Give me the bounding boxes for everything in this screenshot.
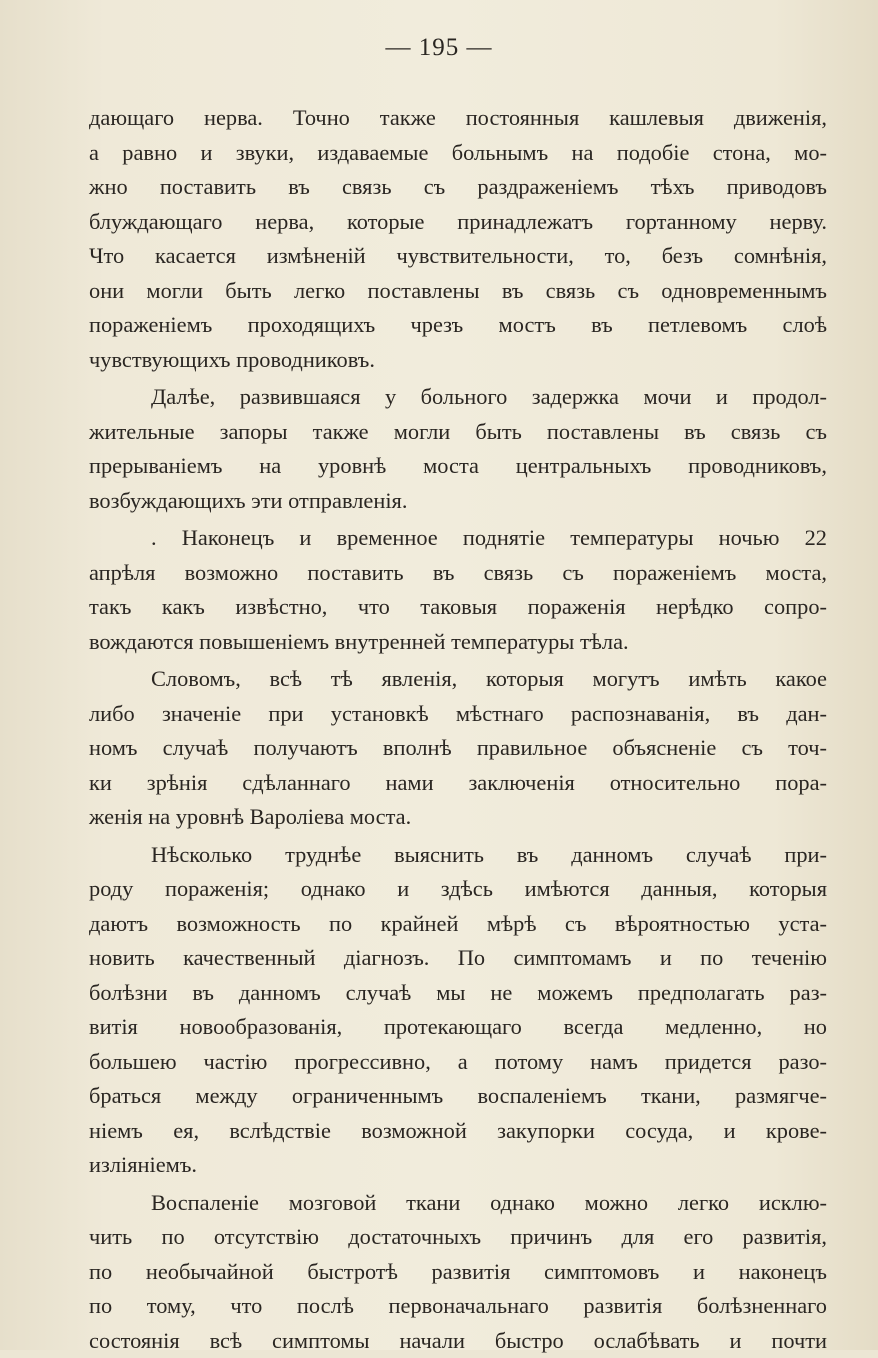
text-line: блуждающаго нерва, которые принадлежатъ гортанному нерву.: [89, 205, 827, 240]
text-line: ки зрѣнія сдѣланнаго нами заключенія относительно пора-: [89, 766, 827, 801]
text-line: возбуждающихъ эти отправленія.: [89, 484, 827, 519]
text-line: роду пораженія; однако и здѣсь имѣются данныя, которыя: [89, 872, 827, 907]
text-line: номъ случаѣ получаютъ вполнѣ правильное объясненіе съ точ-: [89, 731, 827, 766]
text-line: жно поставить въ связь съ раздраженіемъ тѣхъ приводовъ: [89, 170, 827, 205]
text-line: новить качественный діагнозъ. По симптомамъ и по теченію: [89, 941, 827, 976]
paragraph: [89, 1186, 827, 1358]
text-line: Воспаленіе мозговой ткани однако можно легко исклю-: [89, 1186, 827, 1221]
text-line: жительные запоры также могли быть поставлены въ связь съ: [89, 415, 827, 450]
text-line: Далѣе, развившаяся у больного задержка мочи и продол-: [89, 380, 827, 415]
paragraph: [89, 662, 827, 835]
text-line: даютъ возможность по крайней мѣрѣ съ вѣроятностью уста-: [89, 907, 827, 942]
body-text: [89, 101, 827, 1358]
text-line: Нѣсколько труднѣе выяснить въ данномъ случаѣ при-: [89, 838, 827, 873]
text-line: по необычайной быстротѣ развитія симптомовъ и наконецъ: [89, 1255, 827, 1290]
text-line: дающаго нерва. Точно также постоянныя кашлевыя движенія,: [89, 101, 827, 136]
paragraph: [89, 838, 827, 1183]
text-line: . Наконецъ и временное поднятіе температуры ночью 22: [89, 521, 827, 556]
text-line: витія новообразованія, протекающаго всегда медленно, но: [89, 1010, 827, 1045]
text-line: чить по отсутствію достаточныхъ причинъ для его развитія,: [89, 1220, 827, 1255]
paragraph: [89, 521, 827, 659]
text-line: пораженіемъ проходящихъ чрезъ мостъ въ петлевомъ слоѣ: [89, 308, 827, 343]
text-line: изліяніемъ.: [89, 1148, 827, 1183]
page-number: — 195 —: [0, 34, 878, 62]
text-line: по тому, что послѣ первоначальнаго развитія болѣзненнаго: [89, 1289, 827, 1324]
text-line: апрѣля возможно поставить въ связь съ пораженіемъ моста,: [89, 556, 827, 591]
text-line: такъ какъ извѣстно, что таковыя пораженія нерѣдко сопро-: [89, 590, 827, 625]
text-line: либо значеніе при установкѣ мѣстнаго распознаванія, въ дан-: [89, 697, 827, 732]
text-line: болѣзни въ данномъ случаѣ мы не можемъ предполагать раз-: [89, 976, 827, 1011]
text-line: большею частію прогрессивно, а потому намъ придется разо-: [89, 1045, 827, 1080]
text-line: Что касается измѣненій чувствительности, то, безъ сомнѣнія,: [89, 239, 827, 274]
text-line: состоянія всѣ симптомы начали быстро ослабѣвать и почти: [89, 1324, 827, 1358]
text-line: прерываніемъ на уровнѣ моста центральныхъ проводниковъ,: [89, 449, 827, 484]
text-line: они могли быть легко поставлены въ связь съ одновременнымъ: [89, 274, 827, 309]
text-line: женія на уровнѣ Вароліева моста.: [89, 800, 827, 835]
text-line: чувствующихъ проводниковъ.: [89, 343, 827, 378]
text-line: браться между ограниченнымъ воспаленіемъ ткани, размягче-: [89, 1079, 827, 1114]
text-line: а равно и звуки, издаваемые больнымъ на подобіе стона, мо-: [89, 136, 827, 171]
paragraph: [89, 380, 827, 518]
text-line: Словомъ, всѣ тѣ явленія, которыя могутъ имѣть какое: [89, 662, 827, 697]
paragraph: [89, 101, 827, 377]
text-line: вождаются повышеніемъ внутренней температуры тѣла.: [89, 625, 827, 660]
text-line: ніемъ ея, вслѣдствіе возможной закупорки сосуда, и крове-: [89, 1114, 827, 1149]
